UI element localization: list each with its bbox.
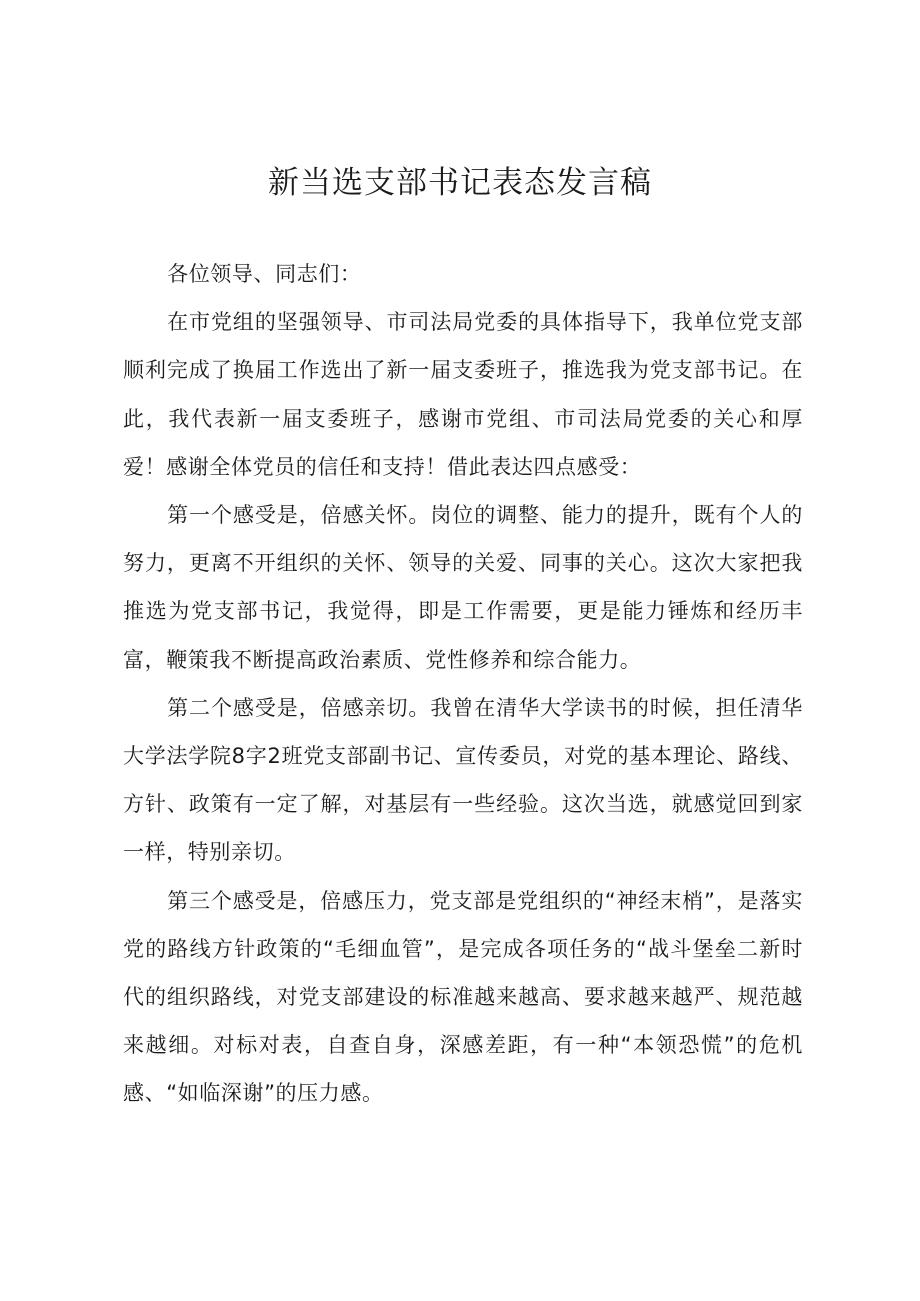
paragraph-intro: 在市党组的坚强领导、市司法局党委的具体指导下，我单位党支部顺利完成了换届工作选出了新一届支委班子，推选我为党支部书记。在此，我代表新一届支委班子，感谢市党组、市司法局党委的关心和厚爱！感谢全体党员的信任和支持！借此表达四点感受： [123,310,803,479]
paragraph-third-feeling: 第三个感受是，倍感压力，党支部是党组织的“神经末梢”，是落实党的路线方针政策的“毛细血管”，是完成各项任务的“战斗堡垒二新时代的组织路线，对党支部建设的标准越来越高、要求越来越严、规范越来越细。对标对表，自查自身，深感差距，有一种“本领恐慌”的危机感、“如临深谢”的压力感。 [123,888,803,1106]
paragraph-first-feeling: 第一个感受是，倍感关怀。岗位的调整、能力的提升，既有个人的努力，更离不开组织的关怀、领导的关爱、同事的关心。这次大家把我推选为党支部书记，我觉得，即是工作需要，更是能力锤炼和经历丰富，鞭策我不断提高政治素质、党性修养和综合能力。 [123,503,803,672]
document-body [123,250,803,1118]
document-title: 新当选支部书记表态发言稿 [268,165,652,201]
greeting: 各位领导、同志们： [167,262,362,286]
paragraph-second-feeling: 第二个感受是，倍感亲切。我曾在清华大学读书的时候，担任清华大学法学院8字2班党支部副书记、宣传委员，对党的基本理论、路线、方针、政策有一定了解，对基层有一些经验。这次当选，就感觉回到家一样，特别亲切。 [123,695,803,865]
